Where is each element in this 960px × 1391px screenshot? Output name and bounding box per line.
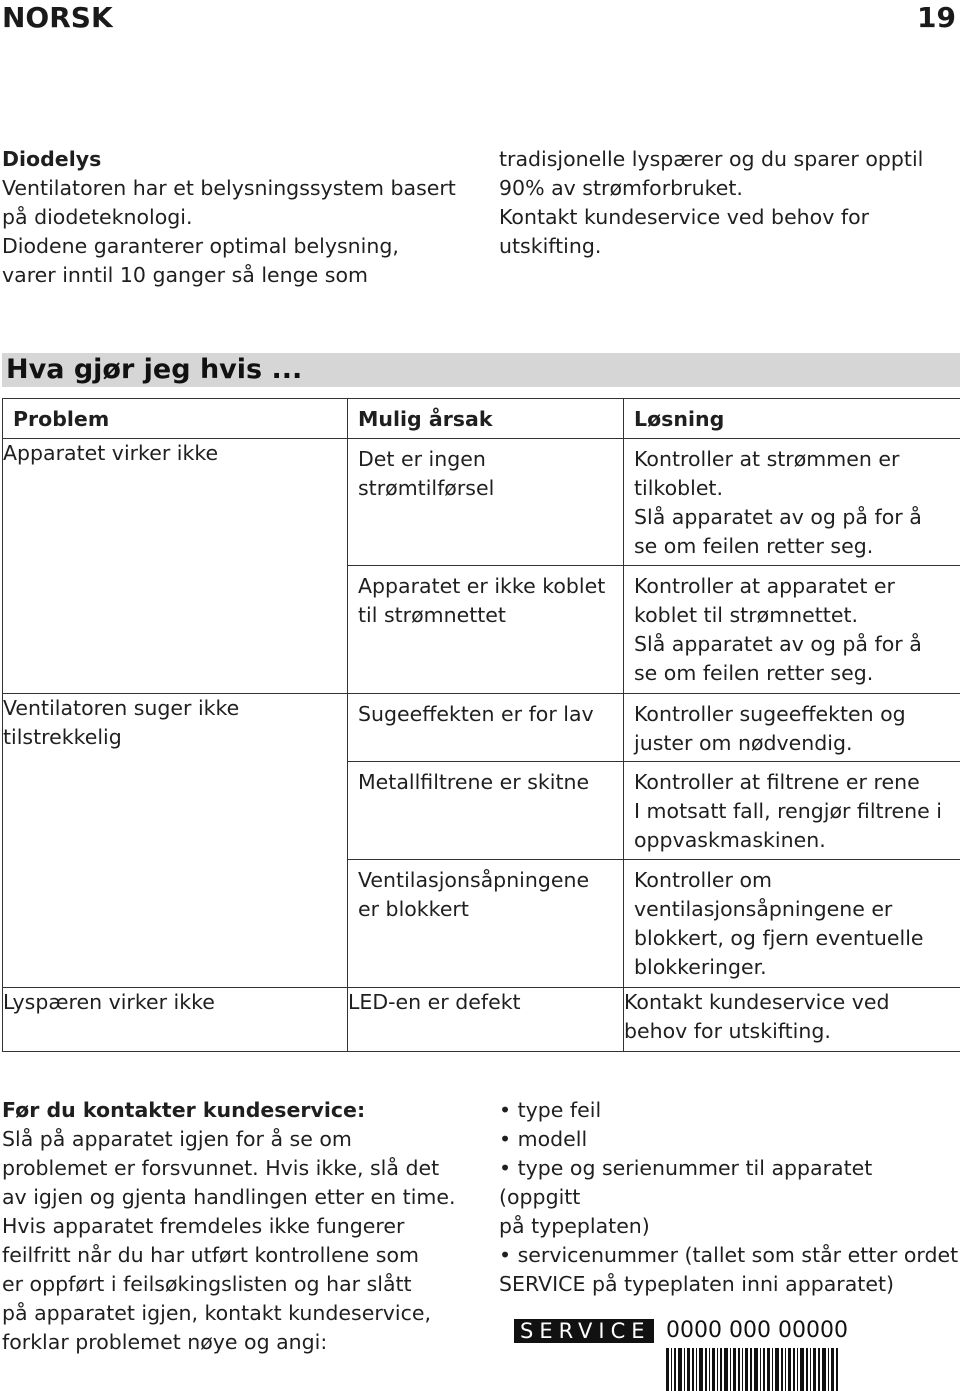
troubleshooting-table bbox=[2, 398, 960, 1052]
solution-line: se om feilen retter seg. bbox=[634, 661, 874, 685]
solution-line: ventilasjonsåpningene er bbox=[634, 897, 893, 921]
solution-item bbox=[624, 694, 960, 762]
diodelys-line: tradisjonelle lyspærer og du sparer opptil bbox=[499, 147, 924, 171]
diodelys-line: utskifting. bbox=[499, 234, 602, 258]
cause-item bbox=[348, 860, 623, 987]
before-contact-title: Før du kontakter kundeservice: bbox=[2, 1098, 366, 1122]
before-contact-line: feilfritt når du har utført kontrollene som bbox=[2, 1243, 419, 1267]
solution-cell bbox=[624, 694, 960, 988]
solution-line: Slå apparatet av og på for å bbox=[634, 505, 922, 529]
before-contact-line: Hvis apparatet fremdeles ikke fungerer bbox=[2, 1214, 405, 1238]
cause-line: Det er ingen bbox=[358, 447, 486, 471]
cause-line: LED-en er defekt bbox=[348, 990, 521, 1014]
cause-line: strømtilførsel bbox=[358, 476, 495, 500]
cause-line: Ventilasjonsåpningene bbox=[358, 868, 590, 892]
problem-text: Apparatet virker ikke bbox=[3, 441, 219, 465]
solution-line: oppvaskmaskinen. bbox=[634, 828, 826, 852]
solution-line: juster om nødvendig. bbox=[634, 731, 853, 755]
problem-cell bbox=[3, 694, 348, 988]
header-problem: Problem bbox=[3, 399, 348, 439]
solution-cell bbox=[624, 988, 960, 1052]
before-contact-line: forklar problemet nøye og angi: bbox=[2, 1330, 328, 1354]
solution-item bbox=[624, 860, 960, 987]
barcode-icon bbox=[666, 1348, 838, 1391]
cause-line: Metallfiltrene er skitne bbox=[358, 770, 590, 794]
solution-line: Kontroller om bbox=[634, 868, 772, 892]
before-contact-left bbox=[2, 1096, 477, 1357]
service-label: SERVICE bbox=[514, 1319, 654, 1343]
solution-line: behov for utskifting. bbox=[624, 1019, 831, 1043]
diodelys-line: Kontakt kundeservice ved behov for bbox=[499, 205, 870, 229]
solution-cell bbox=[624, 439, 960, 694]
solution-line: Kontakt kundeservice ved bbox=[624, 990, 890, 1014]
section-language: NORSK bbox=[2, 1, 113, 34]
cause-cell bbox=[348, 694, 624, 988]
table-row bbox=[3, 439, 960, 694]
cause-cell bbox=[348, 988, 624, 1052]
solution-line: blokkert, og fjern eventuelle bbox=[634, 926, 924, 950]
cause-item bbox=[348, 439, 623, 566]
problem-cell bbox=[3, 439, 348, 694]
header-cause: Mulig årsak bbox=[348, 399, 624, 439]
bullet-line: • type og serienummer til apparatet (oppgitt bbox=[499, 1156, 873, 1209]
solution-line: Slå apparatet av og på for å bbox=[634, 632, 922, 656]
diodelys-right-column bbox=[499, 145, 959, 261]
cause-cell bbox=[348, 439, 624, 694]
cause-line: til strømnettet bbox=[358, 603, 506, 627]
solution-line: blokkeringer. bbox=[634, 955, 767, 979]
solution-line: tilkoblet. bbox=[634, 476, 723, 500]
before-contact-line: er oppført i feilsøkingslisten og har slått bbox=[2, 1272, 412, 1296]
diodelys-line: varer inntil 10 ganger så lenge som bbox=[2, 263, 368, 287]
bullet-line: på typeplaten) bbox=[499, 1214, 650, 1238]
solution-item bbox=[624, 566, 960, 693]
page-number: 19 bbox=[917, 1, 956, 34]
before-contact-line: på apparatet igjen, kontakt kundeservice, bbox=[2, 1301, 431, 1325]
solution-item bbox=[624, 439, 960, 566]
cause-line: Apparatet er ikke koblet bbox=[358, 574, 606, 598]
bullet-line: SERVICE på typeplaten inni apparatet) bbox=[499, 1272, 894, 1296]
cause-line: Sugeeffekten er for lav bbox=[358, 702, 594, 726]
diodelys-left-column bbox=[2, 145, 472, 290]
solution-line: Kontroller sugeeffekten og bbox=[634, 702, 906, 726]
diodelys-line: på diodeteknologi. bbox=[2, 205, 193, 229]
diodelys-title: Diodelys bbox=[2, 147, 102, 171]
cause-item bbox=[348, 762, 623, 860]
diodelys-line: Ventilatoren har et belysningssystem basert bbox=[2, 176, 456, 200]
solution-line: se om feilen retter seg. bbox=[634, 534, 874, 558]
solution-line: koblet til strømnettet. bbox=[634, 603, 859, 627]
solution-item bbox=[624, 762, 960, 860]
before-contact-bullets bbox=[499, 1096, 959, 1299]
before-contact-line: problemet er forsvunnet. Hvis ikke, slå det bbox=[2, 1156, 440, 1180]
problem-text: Lyspæren virker ikke bbox=[3, 990, 215, 1014]
cause-line: er blokkert bbox=[358, 897, 469, 921]
problem-text: Ventilatoren suger ikke bbox=[3, 696, 240, 720]
solution-line: I motsatt fall, rengjør filtrene i bbox=[634, 799, 942, 823]
problem-text: tilstrekkelig bbox=[3, 725, 122, 749]
solution-line: Kontroller at strømmen er bbox=[634, 447, 900, 471]
solution-line: Kontroller at apparatet er bbox=[634, 574, 895, 598]
before-contact-line: Slå på apparatet igjen for å se om bbox=[2, 1127, 352, 1151]
service-number: 0000 000 00000 bbox=[666, 1318, 848, 1343]
bullet-line: • servicenummer (tallet som står etter ordet bbox=[499, 1243, 959, 1267]
bullet-line: • modell bbox=[499, 1127, 588, 1151]
troubleshooting-title: Hva gjør jeg hvis ... bbox=[6, 354, 303, 385]
before-contact-line: av igjen og gjenta handlingen etter en time. bbox=[2, 1185, 456, 1209]
table-row bbox=[3, 694, 960, 988]
bullet-line: • type feil bbox=[499, 1098, 602, 1122]
cause-item bbox=[348, 694, 623, 762]
table-row bbox=[3, 988, 960, 1052]
diodelys-line: 90% av strømforbruket. bbox=[499, 176, 743, 200]
diodelys-line: Diodene garanterer optimal belysning, bbox=[2, 234, 399, 258]
header-solution: Løsning bbox=[624, 399, 960, 439]
cause-item bbox=[348, 566, 623, 693]
problem-cell bbox=[3, 988, 348, 1052]
table-header-row bbox=[3, 399, 960, 439]
solution-line: Kontroller at filtrene er rene bbox=[634, 770, 920, 794]
